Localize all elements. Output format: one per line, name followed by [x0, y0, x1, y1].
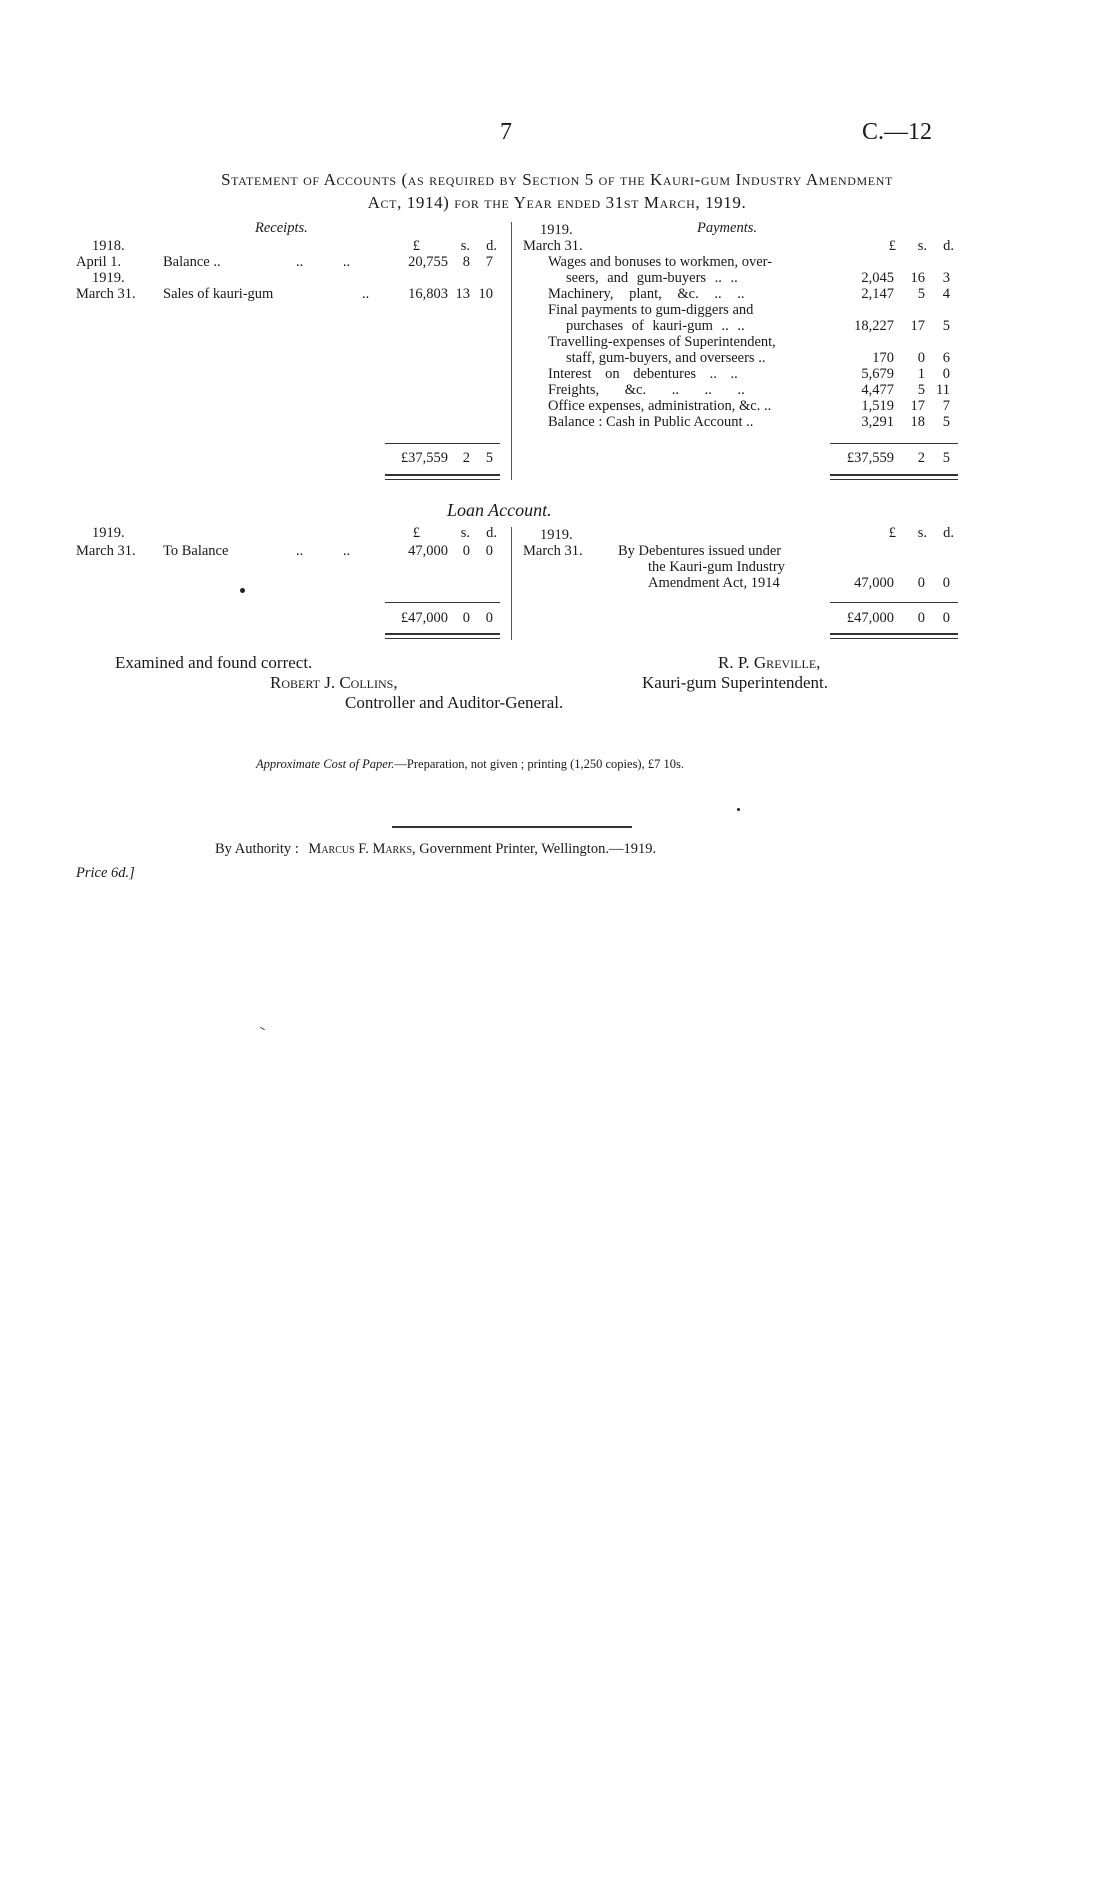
payment-item-desc: seers, and gum-buyers .. .. — [566, 270, 738, 286]
auditor-title: Controller and Auditor-General. — [345, 693, 564, 712]
payment-item-desc: Machinery, plant, &c. .. .. — [548, 286, 745, 302]
loan-right-year: 1919. — [540, 527, 573, 543]
loan-right-double-rule — [830, 633, 958, 635]
payment-item-pounds: 2,045 — [861, 270, 894, 286]
loan-account-heading: Loan Account. — [447, 500, 552, 520]
payment-item-pounds: 18,227 — [854, 318, 894, 334]
receipts-row-leader: .. .. — [296, 254, 351, 270]
column-divider — [511, 222, 512, 480]
receipts-row-pounds: 16,803 — [408, 286, 448, 302]
receipts-col-pound: £ — [412, 238, 420, 254]
payments-col-pence: d. — [943, 238, 954, 254]
payment-item-desc: Balance : Cash in Public Account .. — [548, 414, 754, 430]
price: Price 6d.] — [76, 865, 135, 881]
receipts-row-desc: Balance .. — [163, 254, 221, 270]
loan-left-col-pence: d. — [486, 525, 497, 541]
payment-item-shillings: 5 — [917, 382, 925, 398]
statement-title-line-1: Statement of Accounts (as required by Section 5 of the Kauri-gum Industry Amendment — [221, 170, 893, 189]
loan-left-col-shillings: s. — [460, 525, 470, 541]
loan-right-desc: Amendment Act, 1914 — [648, 575, 780, 591]
imprint-line — [215, 841, 656, 858]
payment-item-desc: Office expenses, administration, &c. .. — [548, 398, 772, 414]
loan-right-date: March 31. — [523, 543, 583, 559]
payment-item-pence: 5 — [942, 414, 950, 430]
receipts-row-date: March 31. — [76, 286, 136, 302]
loan-left-shillings: 0 — [462, 543, 470, 559]
loan-left-desc: To Balance — [163, 543, 229, 559]
printer-name: Marcus F. Marks, — [308, 841, 416, 857]
payment-item-desc: Travelling-expenses of Superintendent, — [548, 334, 776, 350]
stray-mark — [260, 1027, 265, 1030]
imprint-rule — [392, 826, 632, 828]
payments-year: 1919. — [540, 222, 573, 238]
loan-right-col-pound: £ — [888, 525, 896, 541]
payment-item-pence: 7 — [942, 398, 950, 414]
receipts-row-leader: .. — [362, 286, 370, 302]
receipts-row-shillings: 8 — [462, 254, 470, 270]
payments-total-rule — [830, 443, 958, 444]
cost-note-label: Approximate Cost of Paper. — [256, 757, 395, 771]
receipts-row-desc: Sales of kauri-gum — [163, 286, 274, 302]
payments-col-shillings: s. — [917, 238, 927, 254]
receipts-double-rule — [385, 479, 500, 480]
payment-item-pence: 4 — [942, 286, 950, 302]
imprint-suffix: Government Printer, Wellington.—1919. — [419, 841, 657, 857]
loan-left-total-rule — [385, 602, 500, 603]
examined-statement: Examined and found correct. — [115, 653, 313, 672]
payment-item-pounds: 4,477 — [861, 382, 894, 398]
payments-total-pence: 5 — [942, 450, 950, 466]
payments-date: March 31. — [523, 238, 583, 254]
imprint-prefix: By Authority : — [215, 841, 299, 857]
receipts-col-pence: d. — [486, 238, 497, 254]
loan-right-shillings: 0 — [917, 575, 925, 591]
payment-item-pence: 0 — [942, 366, 950, 382]
superintendent-title: Kauri-gum Superintendent. — [642, 673, 829, 692]
receipts-heading: Receipts. — [255, 220, 308, 236]
receipts-total-shillings: 2 — [462, 450, 470, 466]
receipts-row-pounds: 20,755 — [408, 254, 448, 270]
receipts-year-1919: 1919. — [92, 270, 125, 286]
loan-right-pounds: 47,000 — [854, 575, 894, 591]
payments-heading: Payments. — [697, 220, 757, 236]
receipts-row-shillings: 13 — [455, 286, 470, 302]
loan-left-pounds: 47,000 — [408, 543, 448, 559]
loan-left-col-pound: £ — [412, 525, 420, 541]
cost-note — [256, 757, 684, 772]
payment-item-desc: staff, gum-buyers, and overseers .. — [566, 350, 766, 366]
payment-item-pence: 5 — [942, 318, 950, 334]
payments-double-rule — [830, 479, 958, 480]
receipts-row-pence: 7 — [485, 254, 493, 270]
payments-total-pounds: £37,559 — [846, 450, 894, 466]
loan-right-col-pence: d. — [943, 525, 954, 541]
payment-item-desc: Final payments to gum-diggers and — [548, 302, 754, 318]
paper-reference: C.—12 — [862, 119, 933, 145]
loan-left-year: 1919. — [92, 525, 125, 541]
payment-item-desc: Freights, &c. .. .. .. — [548, 382, 745, 398]
payments-total-shillings: 2 — [917, 450, 925, 466]
receipts-year-1918: 1918. — [92, 238, 125, 254]
loan-left-leader: .. .. — [296, 543, 351, 559]
receipts-row-date: April 1. — [76, 254, 122, 270]
receipts-row-pence: 10 — [478, 286, 493, 302]
page-number: 7 — [500, 119, 512, 145]
loan-left-total-pounds: £47,000 — [400, 610, 448, 626]
loan-right-pence: 0 — [942, 575, 950, 591]
payment-item-desc: purchases of kauri-gum .. .. — [566, 318, 745, 334]
payment-item-pounds: 3,291 — [861, 414, 894, 430]
receipts-col-shillings: s. — [460, 238, 470, 254]
payment-item-pence: 6 — [942, 350, 950, 366]
loan-left-total-pence: 0 — [485, 610, 493, 626]
receipts-total-pounds: £37,559 — [400, 450, 448, 466]
loan-right-total-rule — [830, 602, 958, 603]
statement-title-line-2: Act, 1914) for the Year ended 31st March, 1919. — [367, 193, 747, 212]
ink-spot — [240, 588, 245, 593]
loan-right-total-pence: 0 — [942, 610, 950, 626]
payment-item-pounds: 2,147 — [861, 286, 894, 302]
loan-right-col-shillings: s. — [917, 525, 927, 541]
ink-speck — [737, 808, 740, 811]
payment-item-shillings: 16 — [910, 270, 925, 286]
auditor-name: Robert J. Collins, — [270, 673, 398, 692]
payment-item-pounds: 170 — [872, 350, 894, 366]
payment-item-pounds: 1,519 — [861, 398, 894, 414]
loan-right-double-rule — [830, 638, 958, 639]
loan-left-double-rule — [385, 638, 500, 639]
cost-note-text: —Preparation, not given ; printing (1,250 copies), £7 10s. — [394, 757, 684, 771]
loan-left-date: March 31. — [76, 543, 136, 559]
payment-item-shillings: 18 — [910, 414, 925, 430]
payment-item-pence: 3 — [942, 270, 950, 286]
payment-item-shillings: 0 — [917, 350, 925, 366]
receipts-total-pence: 5 — [485, 450, 493, 466]
payment-item-shillings: 17 — [910, 318, 925, 334]
payment-item-pounds: 5,679 — [861, 366, 894, 382]
loan-right-total-shillings: 0 — [917, 610, 925, 626]
loan-column-divider — [511, 527, 512, 640]
loan-left-double-rule — [385, 633, 500, 635]
superintendent-name: R. P. Greville, — [718, 653, 821, 672]
receipts-double-rule — [385, 474, 500, 476]
payments-col-pound: £ — [888, 238, 896, 254]
receipts-total-rule — [385, 443, 500, 444]
payment-item-shillings: 1 — [917, 366, 925, 382]
loan-right-total-pounds: £47,000 — [846, 610, 894, 626]
loan-left-total-shillings: 0 — [462, 610, 470, 626]
payment-item-shillings: 5 — [917, 286, 925, 302]
payment-item-desc: Interest on debentures .. .. — [548, 366, 738, 382]
payment-item-shillings: 17 — [910, 398, 925, 414]
loan-right-desc: By Debentures issued under — [618, 543, 782, 559]
payment-item-desc: Wages and bonuses to workmen, over- — [548, 254, 773, 270]
loan-right-desc: the Kauri-gum Industry — [648, 559, 785, 575]
payments-double-rule — [830, 474, 958, 476]
payment-item-pence: 11 — [936, 382, 950, 398]
loan-left-pence: 0 — [485, 543, 493, 559]
